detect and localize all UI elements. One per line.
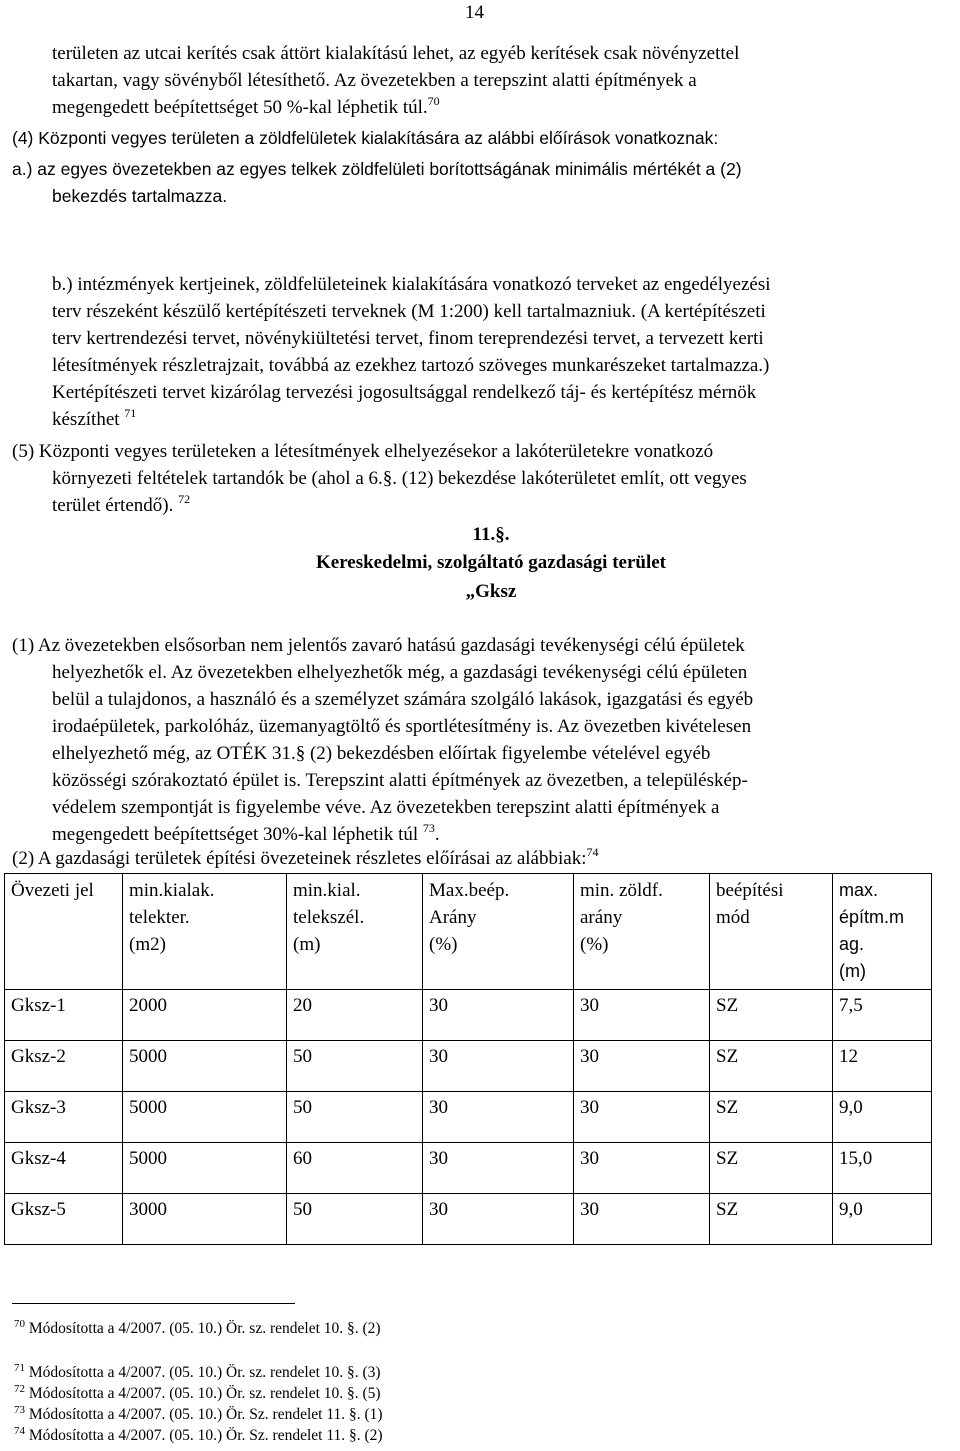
item-a [12, 156, 930, 210]
item-b [52, 271, 930, 433]
page-number: 14 [465, 2, 484, 23]
table-cell: Gksz-3 [5, 1092, 123, 1143]
footnote-ref: 71 [124, 406, 137, 420]
table-cell: 30 [574, 1092, 710, 1143]
table-cell: 60 [287, 1143, 423, 1194]
table-cell: 3000 [123, 1194, 287, 1245]
table-cell: Gksz-2 [5, 1041, 123, 1092]
table-cell: 9,0 [833, 1092, 932, 1143]
table-cell: 5000 [123, 1092, 287, 1143]
footnote: $^{74}$ Módosította a 4/2007. (05. 10.) Ör. Sz. rendelet 11. §. (2) [14, 1425, 383, 1444]
text-line: létesítmények részletrajzait, továbbá az ezekhez tartozó szöveges munkarészeket tartalmazza.) [52, 355, 770, 376]
text-line: területen az utcai kerítés csak áttört kialakítású lehet, az egyéb kerítések csak növényzettel [52, 43, 740, 64]
table-row [5, 990, 932, 1041]
table-cell: 30 [423, 1092, 574, 1143]
table-cell: 20 [287, 990, 423, 1041]
footnote: $^{70}$ Módosította a 4/2007. (05. 10.) Ör. sz. rendelet 10. §. (2) [14, 1318, 381, 1337]
text-line: a.) az egyes övezetekben az egyes telkek zöldfelületi borítottságának minimális mértékét a (2) [12, 159, 742, 179]
section-number: 11.§. [472, 524, 510, 545]
text-line: (1) Az övezetekben elsősorban nem jelentős zavaró hatású gazdasági tevékenységi célú épületek [12, 635, 745, 656]
table-cell: 9,0 [833, 1194, 932, 1245]
text-line: bekezdés tartalmazza. [52, 186, 228, 206]
text-line: megengedett beépítettséget 30%-kal léphetik túl $^{73}$. [52, 821, 440, 845]
footnote-ref: 72 [178, 492, 191, 506]
text-line: közösségi szórakoztató épület is. Terepszint alatti építmények az övezetben, a településkép- [52, 770, 748, 791]
table-cell: 5000 [123, 1041, 287, 1092]
table-cell: 30 [423, 1194, 574, 1245]
table-cell: 50 [287, 1194, 423, 1245]
table-cell: 12 [833, 1041, 932, 1092]
header-cell: max. építm.m ag. (m) [833, 874, 932, 990]
header-cell: min.kial. telekszél. (m) [287, 874, 423, 990]
header-cell: beépítési mód [710, 874, 833, 990]
footnote: $^{71}$ Módosította a 4/2007. (05. 10.) Ör. sz. rendelet 10. §. (3) [14, 1362, 381, 1381]
table-cell: 15,0 [833, 1143, 932, 1194]
section-paragraph-1 [12, 632, 930, 848]
table-cell: SZ [710, 1092, 833, 1143]
table-row [5, 1041, 932, 1092]
footnote-separator [12, 1303, 295, 1304]
footnote-ref: 70 [427, 94, 440, 108]
header-cell: Max.beép. Arány (%) [423, 874, 574, 990]
table-row [5, 1092, 932, 1143]
paragraph-5 [12, 438, 930, 519]
header-cell: min.kialak. telekter. (m2) [123, 874, 287, 990]
table-cell: 7,5 [833, 990, 932, 1041]
table-cell: 50 [287, 1092, 423, 1143]
table-cell: Gksz-1 [5, 990, 123, 1041]
table-cell: 5000 [123, 1143, 287, 1194]
text-line: terv kertrendezési tervet, növénykiültetési tervet, finom tereprendezési tervet, a tervezett kerti [52, 328, 764, 349]
text-line: terv részeként készülő kertépítészeti terveknek (M 1:200) kell tartalmazniuk. (A kertépítészeti [52, 301, 766, 322]
table-cell: 30 [574, 1143, 710, 1194]
footnote-ref: 74 [586, 845, 599, 859]
paragraph-continuation [52, 40, 930, 121]
table-cell: SZ [710, 1143, 833, 1194]
table-cell: SZ [710, 1194, 833, 1245]
table-cell: Gksz-5 [5, 1194, 123, 1245]
text-line: takartan, vagy sövényből létesíthető. Az övezetekben a terepszint alatti építmények a [52, 70, 697, 91]
table-row [5, 1194, 932, 1245]
table-cell: 30 [423, 1143, 574, 1194]
footnote-ref: 73 [422, 821, 435, 835]
footnote: $^{72}$ Módosította a 4/2007. (05. 10.) Ör. sz. rendelet 10. §. (5) [14, 1383, 381, 1402]
section-title: Kereskedelmi, szolgáltató gazdasági terület [315, 552, 667, 573]
text-line: elhelyezhető még, az OTÉK 31.§ (2) bekezdésben előírtak figyelembe vételével egyéb [52, 743, 711, 764]
text-line: belül a tulajdonos, a használó és a személyzet számára szolgáló lakások, igazgatási és egyéb [52, 689, 754, 710]
text-line: környezeti feltételek tartandók be (ahol a 6.§. (12) bekezdése lakóterületet említ, ott vegyes [52, 468, 747, 489]
text-line: helyezhetők el. Az övezetekben elhelyezhetők még, a gazdasági tevékenységi célú épületen [52, 662, 748, 683]
header-cell: Övezeti jel [5, 874, 123, 990]
text-line: (5) Központi vegyes területeken a létesítmények elhelyezésekor a lakóterületekre vonatkozó [12, 441, 714, 462]
table-cell: 50 [287, 1041, 423, 1092]
table-cell: Gksz-4 [5, 1143, 123, 1194]
header-cell: min. zöldf. arány (%) [574, 874, 710, 990]
table-cell: 30 [574, 1041, 710, 1092]
table-cell: 2000 [123, 990, 287, 1041]
text-line: megengedett beépítettséget 50 %-kal léphetik túl.$^{70}$ [52, 94, 440, 118]
text-line: irodaépületek, parkolóház, üzemanyagtöltő és sportlétesítmény is. Az övezetben kivételesen [52, 716, 752, 737]
table-cell: 30 [423, 1041, 574, 1092]
table-row [5, 1143, 932, 1194]
zoning-table [4, 873, 932, 1245]
table-header-row [5, 874, 932, 990]
table-cell: SZ [710, 990, 833, 1041]
table-cell: SZ [710, 1041, 833, 1092]
text-line: b.) intézmények kertjeinek, zöldfelületeinek kialakítására vonatkozó terveket az engedélyezési [52, 274, 771, 295]
section-paragraph-2: (2) A gazdasági területek építési övezeteinek részletes előírásai az alábbiak:$^{74}$ [12, 845, 599, 869]
table-cell: 30 [574, 990, 710, 1041]
text-line: készíthet $^{71}$ [52, 406, 137, 430]
paragraph-4: (4) Központi vegyes területen a zöldfelületek kialakítására az alábbi előírások vonatkoznak: [12, 128, 719, 148]
footnote: $^{73}$ Módosította a 4/2007. (05. 10.) Ör. Sz. rendelet 11. §. (1) [14, 1404, 383, 1423]
text-line: Kertépítészeti tervet kizárólag tervezési jogosultsággal rendelkező táj- és kertépítész mérnök [52, 382, 757, 403]
table-cell: 30 [574, 1194, 710, 1245]
text-line: védelem szempontját is figyelembe véve. Az övezetekben terepszint alatti építmények a [52, 797, 720, 818]
section-code: „Gksz [465, 581, 517, 602]
text-line: terület értendő). $^{72}$ [52, 492, 191, 516]
table-cell: 30 [423, 990, 574, 1041]
